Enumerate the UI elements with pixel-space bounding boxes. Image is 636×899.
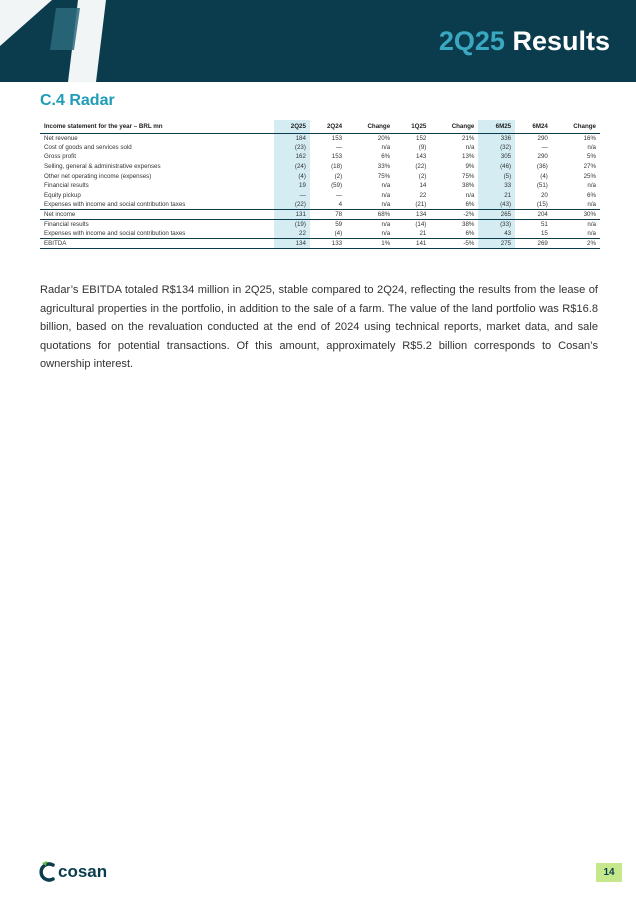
column-header-2q25: 2Q25 bbox=[274, 120, 310, 133]
table-cell: (21) bbox=[415, 201, 427, 209]
table-cell: 22 bbox=[274, 229, 310, 239]
header-decoration bbox=[0, 0, 130, 82]
table-cell: 265 bbox=[478, 210, 515, 220]
table-cell: 20% bbox=[377, 134, 391, 142]
table-cell: 25% bbox=[583, 172, 596, 180]
table-cell: — bbox=[541, 143, 548, 151]
table-cell: 290 bbox=[537, 134, 548, 142]
table-cell: (14) bbox=[394, 220, 430, 230]
table-cell: -2% bbox=[430, 210, 478, 220]
table-row bbox=[40, 181, 600, 191]
table-cell: 6% bbox=[587, 191, 596, 199]
row-label: Financial results bbox=[44, 182, 89, 190]
table-cell: n/a bbox=[587, 182, 596, 190]
table-cell: 153 bbox=[331, 134, 343, 142]
section-title: C.4 Radar bbox=[40, 92, 115, 109]
table-cell: 15 bbox=[540, 230, 548, 238]
table-cell: 184 bbox=[274, 133, 310, 143]
table-cell: (4) bbox=[334, 230, 343, 238]
table-cell: n/a bbox=[381, 191, 391, 199]
table-cell: 33 bbox=[478, 181, 515, 191]
table-cell: 33% bbox=[377, 163, 391, 171]
table-cell: 133 bbox=[310, 239, 346, 249]
table-cell: (23) bbox=[274, 143, 310, 153]
table-cell: 131 bbox=[274, 210, 310, 220]
table-row bbox=[40, 191, 600, 201]
table-cell: 19 bbox=[274, 181, 310, 191]
table-cell: 153 bbox=[331, 153, 343, 161]
table-cell: (36) bbox=[536, 163, 548, 171]
table-row bbox=[40, 152, 600, 162]
table-cell: 16% bbox=[583, 134, 596, 142]
table-cell: 6% bbox=[465, 230, 475, 238]
ebitda-commentary: Radar’s EBITDA totaled R$134 million in 2Q25, stable compared to 2Q24, reflecting the results from the lease of agricultural properties in the portfolio, in addition to the sale of a farm. The value of the land portfolio was R$16.8 billion, based on the revaluation conducted at the end of 2024 using technical reports, market data, and sale quotations for potential transactions. Of this amount, approximately R$5.2 billion corresponds to Cosan’s ownership interest. bbox=[40, 284, 598, 370]
row-label: Other net operating income (expenses) bbox=[44, 172, 152, 180]
table-cell: 13% bbox=[462, 153, 475, 161]
table-cell: (59) bbox=[331, 182, 343, 190]
table-cell: 20 bbox=[540, 191, 548, 199]
table-cell: (2) bbox=[334, 172, 343, 180]
table-cell: 6% bbox=[381, 153, 391, 161]
table-cell: — bbox=[274, 191, 310, 201]
table-cell: (43) bbox=[478, 200, 515, 210]
table-cell: 68% bbox=[346, 210, 394, 220]
row-label: Gross profit bbox=[44, 153, 76, 161]
table-cell: 78 bbox=[310, 210, 346, 220]
table-cell: 134 bbox=[394, 210, 430, 220]
table-row bbox=[40, 133, 600, 143]
table-cell: 51 bbox=[515, 220, 552, 230]
table-cell: n/a bbox=[465, 191, 475, 199]
table-cell: 152 bbox=[416, 134, 427, 142]
page-title-text: Results bbox=[512, 26, 610, 56]
table-cell: n/a bbox=[381, 230, 391, 238]
table-cell: 290 bbox=[537, 153, 548, 161]
table-cell: (32) bbox=[478, 143, 515, 153]
table-cell: 5% bbox=[587, 153, 596, 161]
table-cell: (19) bbox=[274, 220, 310, 230]
table-row bbox=[40, 229, 600, 239]
column-header-change-qoq: Change bbox=[430, 120, 478, 133]
column-header-1q25: 1Q25 bbox=[394, 120, 430, 133]
row-label: Expenses with income and social contribution taxes bbox=[44, 230, 186, 238]
table-cell: — bbox=[335, 191, 343, 199]
table-row bbox=[40, 200, 600, 210]
table-cell: n/a bbox=[587, 230, 596, 238]
table-cell: 21 bbox=[419, 230, 427, 238]
table-cell: 305 bbox=[478, 152, 515, 162]
table-cell: n/a bbox=[381, 182, 391, 190]
table-cell: n/a bbox=[381, 201, 391, 209]
table-cell: (15) bbox=[536, 201, 548, 209]
table-cell: (18) bbox=[331, 163, 343, 171]
row-label: Net income bbox=[40, 210, 274, 220]
income-statement-table bbox=[40, 120, 600, 249]
table-cell: 21 bbox=[478, 191, 515, 201]
table-cell: -5% bbox=[430, 239, 478, 249]
table-row bbox=[40, 143, 600, 153]
page-title bbox=[439, 26, 610, 57]
page-header bbox=[0, 0, 636, 82]
column-header-2q24: 2Q24 bbox=[310, 120, 346, 133]
logo-wordmark: cosan bbox=[58, 862, 108, 881]
table-cell: 30% bbox=[552, 210, 600, 220]
table-row bbox=[40, 162, 600, 172]
table-cell: (4) bbox=[540, 172, 548, 180]
table-cell: (4) bbox=[274, 171, 310, 181]
table-row bbox=[40, 171, 600, 181]
table-cell: (33) bbox=[478, 220, 515, 230]
table-cell: 59 bbox=[310, 220, 346, 230]
table-cell: n/a bbox=[587, 201, 596, 209]
table-cell: 75% bbox=[462, 172, 475, 180]
table-cell: 143 bbox=[416, 153, 427, 161]
row-label: Net revenue bbox=[44, 134, 78, 142]
table-row-net-income bbox=[40, 210, 600, 220]
row-label: Equity pickup bbox=[44, 191, 81, 199]
table-cell: 21% bbox=[462, 134, 475, 142]
table-cell: 1% bbox=[346, 239, 394, 249]
table-cell: 43 bbox=[478, 229, 515, 239]
cosan-logo-mark-icon bbox=[38, 861, 56, 883]
table-cell: n/a bbox=[552, 220, 600, 230]
table-cell: 141 bbox=[394, 239, 430, 249]
cosan-logo bbox=[38, 860, 107, 884]
table-row-ebitda bbox=[40, 239, 600, 249]
table-cell: 162 bbox=[274, 152, 310, 162]
table-cell: (9) bbox=[418, 143, 427, 151]
table-cell: (22) bbox=[274, 200, 310, 210]
table-cell: n/a bbox=[381, 143, 391, 151]
column-header-change-yoy: Change bbox=[346, 120, 394, 133]
table-cell: (2) bbox=[418, 172, 427, 180]
table-cell: 27% bbox=[583, 163, 596, 171]
row-label: Expenses with income and social contribution taxes bbox=[44, 201, 186, 209]
row-label: EBITDA bbox=[40, 239, 274, 249]
table-cell: 75% bbox=[377, 172, 391, 180]
row-label: Selling, general & administrative expenses bbox=[44, 163, 161, 171]
table-cell: 14 bbox=[419, 182, 427, 190]
table-cell: 6% bbox=[465, 201, 475, 209]
table-cell: n/a bbox=[346, 220, 394, 230]
table-cell: (46) bbox=[478, 162, 515, 172]
table-cell: (51) bbox=[536, 182, 548, 190]
table-cell: 134 bbox=[274, 239, 310, 249]
table-cell: 269 bbox=[515, 239, 552, 249]
table-cell: 2% bbox=[552, 239, 600, 249]
table-header-row bbox=[40, 120, 600, 133]
table-cell: 4 bbox=[338, 201, 343, 209]
row-label: Cost of goods and services sold bbox=[44, 143, 132, 151]
page-title-period: 2Q25 bbox=[438, 26, 505, 56]
table-cell: n/a bbox=[587, 143, 596, 151]
column-header-6m25: 6M25 bbox=[478, 120, 515, 133]
table-cell: 38% bbox=[462, 182, 475, 190]
page-number: 14 bbox=[596, 863, 622, 882]
row-label: Financial results bbox=[40, 220, 274, 230]
column-header-label: Income statement for the year – BRL mn bbox=[40, 120, 274, 133]
table-cell: n/a bbox=[465, 143, 475, 151]
table-cell: 275 bbox=[478, 239, 515, 249]
table-cell: 9% bbox=[465, 163, 475, 171]
table-row bbox=[40, 220, 600, 230]
table-cell: (5) bbox=[478, 171, 515, 181]
column-header-6m24: 6M24 bbox=[515, 120, 552, 133]
table-cell: 38% bbox=[430, 220, 478, 230]
table-cell: (24) bbox=[274, 162, 310, 172]
table-cell: (22) bbox=[415, 163, 427, 171]
table-cell: 204 bbox=[515, 210, 552, 220]
table-cell: 336 bbox=[478, 133, 515, 143]
column-header-change-6m: Change bbox=[552, 120, 600, 133]
table-cell: 22 bbox=[419, 191, 427, 199]
table-cell: — bbox=[335, 143, 343, 151]
